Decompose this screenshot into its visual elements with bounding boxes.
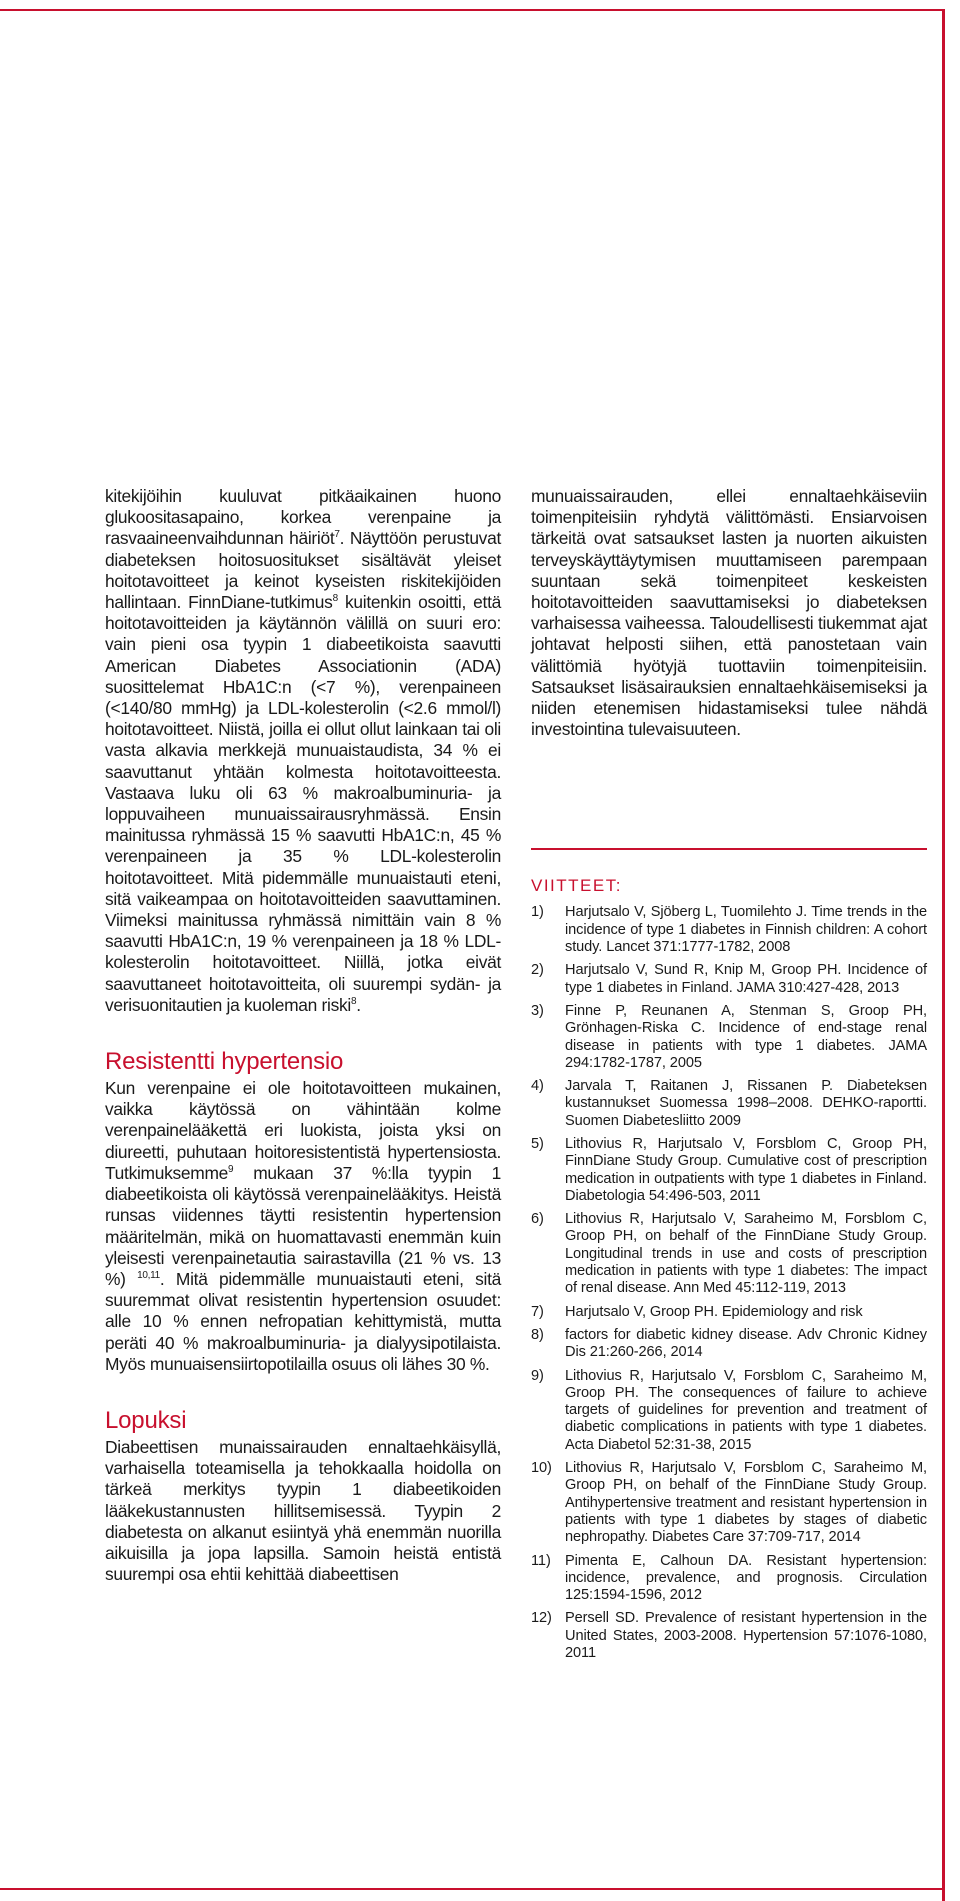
- reference-number: 5): [531, 1136, 544, 1152]
- reference-item: [531, 1553, 927, 1605]
- hypertension-paragraph: Kun verenpaine ei ole hoitotavoitteen mukainen, vaikka käytössä on vähintään kolme verenpainelääkettä eri luokista, joista yksi on diureetti, puhutaan hoitoresistentistä hypertensiosta. Tutkimuksemme$^9$ mukaan 37 %:lla tyypin 1 diabeetikoista oli käytössä verenpainelääkitys. Heistä runsas viidennes täytti resistentin hypertension määritelmän, mikä on huomattavasti enemmän kuin yleisesti verenpainetautia sairastavilla (21 % vs. 13 %) $^{10,11}$. Mitä pidemmälle munuaistauti eteni, sitä suuremmat olivat resistentin hypertension osuudet: alle 10 % ennen nefropatian kehittymistä, mutta peräti 40 % makroalbuminuria- ja dialyysipotilaista. Myös munuaisensiirtopotilailla osuus oli lähes 30 %.: [105, 1078, 501, 1374]
- references-divider: [531, 848, 927, 850]
- references-list: [531, 904, 927, 1662]
- reference-number: 3): [531, 1002, 544, 1019]
- reference-text: Harjutsalo V, Sund R, Knip M, Groop PH. Incidence of type 1 diabetes in Finland. JAMA 310:427-428, 2013: [565, 962, 927, 996]
- reference-text: Lithovius R, Harjutsalo V, Forsblom C, Saraheimo M, Groop PH. The consequences of failure to achieve targets of guidelines for prevention and treatment of diabetic complications in patients with type 1 diabetes. Acta Diabetol 52:31-38, 2015: [565, 1367, 927, 1453]
- left-column: [105, 486, 501, 1585]
- reference-number: 8): [531, 1326, 544, 1343]
- reference-item: [531, 904, 927, 956]
- reference-item: [531, 962, 927, 997]
- conclusion-continued-paragraph: munuaissairauden, ellei ennaltaehkäiseviin toimenpiteisiin ryhdytä välittömästi. Ensiarvoisen tärkeitä ovat satsaukset lasten ja nuorten aikuisten terveyskäyttäytymisen muuttamiseen parempaan suuntaan sekä toimenpiteet keskeisten hoitotavoitteiden saavuttamiseksi jo diabeteksen varhaisessa vaiheessa. Taloudellisesti tiukemmat ajat johtavat helposti siihen, että panostetaan vain välittömiä hyötyjä tuottaviin toimenpiteisiin. Satsaukset lisäsairauksien ennaltaehkäisemiseksi ja niiden etenemisen hidastamiseksi tulee nähdä investointina tulevaisuuteen.: [531, 486, 927, 740]
- reference-item: [531, 1610, 927, 1662]
- reference-text: Pimenta E, Calhoun DA. Resistant hypertension: incidence, prevalence, and prognosis. Circulation 125:1594-1596, 2012: [565, 1552, 927, 1604]
- reference-item: [531, 1327, 927, 1362]
- reference-text: Harjutsalo V, Groop PH. Epidemiology and risk: [565, 1303, 863, 1320]
- reference-number: 9): [531, 1367, 544, 1384]
- reference-number: 7): [531, 1303, 544, 1320]
- heading-lopuksi: Lopuksi: [105, 1406, 187, 1434]
- intro-paragraph: kitekijöihin kuuluvat pitkäaikainen huono glukoositasapaino, korkea verenpaine ja rasvaaineenvaihdunnan häiriöt$^7$. Näyttöön perustuvat diabeteksen hoitosuositukset sisältävät yleiset hoitotavoitteet ja keinot kyseisten riskitekijöiden hallintaan. FinnDiane-tutkimus$^8$ kuitenkin osoitti, että hoitotavoitteiden ja käytännön välillä on suuri ero: vain pieni osa tyypin 1 diabeetikoista saavutti American Diabetes Associationin (ADA) suosittelemat HbA1C:n (<7 %), verenpaineen (<140/80 mmHg) ja LDL-kolesterolin (<2.6 mmol/l) hoitotavoitteet. Niistä, joilla ei ollut ollut lainkaan tai oli vasta alkavia merkkejä munuaistaudista, 34 % ei saavuttanut yhtään kolmesta hoitotavoitteesta. Vastaava luku oli 63 % makroalbuminuria- ja loppuvaiheen munuaissairausryhmässä. Ensin mainitussa ryhmässä 15 % saavutti HbA1C:n, 45 % verenpaineen ja 35 % LDL-kolesterolin hoitotavoitteet. Mitä pidemmälle munuaistauti eteni, sitä vaikeampaa on hoitotavoitteiden saavuttaminen. Viimeksi mainitussa ryhmässä nimittäin vain 8 % saavutti HbA1C:n, 19 % verenpaineen ja 18 % LDL-kolesterolin hoitotavoitteet. Niillä, jotka eivät saavuttaneet hoitotavoitteita, oli suurempi sydän- ja verisuonitautien ja kuoleman riski$^8$.: [105, 486, 501, 1015]
- bottom-rule: [0, 1888, 945, 1890]
- reference-text: Jarvala T, Raitanen J, Rissanen P. Diabeteksen kustannukset Suomessa 1998–2008. DEHKO-raportti. Suomen Diabetesliitto 2009: [565, 1078, 927, 1129]
- reference-item: [531, 1078, 927, 1130]
- reference-text: Lithovius R, Harjutsalo V, Forsblom C, Groop PH, FinnDiane Study Group. Cumulative cost of prescription medication in outpatients with type 1 diabetes in Finland. Diabetologia 54:496-503, 2011: [565, 1136, 927, 1204]
- heading-resistentti-hypertensio: Resistentti hypertensio: [105, 1048, 344, 1076]
- citation-8: 8: [332, 593, 338, 605]
- reference-number: 2): [531, 962, 544, 979]
- reference-item: [531, 1460, 927, 1546]
- reference-number: 1): [531, 904, 544, 921]
- reference-text: Lithovius R, Harjutsalo V, Saraheimo M, Forsblom C, Groop PH, on behalf of the FinnDiane Study Group. Longitudinal trends in use and costs of prescription medication in patients with type 1 diabetes: The impact of renal disease. Ann Med 45:112-119, 2013: [565, 1211, 927, 1297]
- reference-item: [531, 1304, 927, 1321]
- reference-text: Harjutsalo V, Sjöberg L, Tuomilehto J. Time trends in the incidence of type 1 diabetes in Finnish children: A cohort study. Lancet 371:1777-1782, 2008: [565, 904, 927, 956]
- reference-item: [531, 1211, 927, 1297]
- reference-item: [531, 1368, 927, 1454]
- reference-number: 11): [531, 1552, 551, 1569]
- citation-7: 7: [334, 529, 340, 541]
- citation-9: 9: [228, 1164, 234, 1176]
- reference-number: 12): [531, 1610, 552, 1627]
- references-title: VIITTEET:: [531, 876, 622, 896]
- right-column: [531, 486, 927, 1668]
- reference-item: [531, 1136, 927, 1205]
- citation-10-11: 10,11: [137, 1270, 160, 1282]
- citation-8b: 8: [350, 996, 357, 1008]
- reference-text: Lithovius R, Harjutsalo V, Forsblom C, Saraheimo M, Groop PH, on behalf of the FinnDiane Study Group. Antihypertensive treatment and resistant hypertension in patients with type 1 diabetes by stages of diabetic nephropathy. Diabetes Care 37:709-717, 2014: [565, 1460, 927, 1546]
- reference-text: Finne P, Reunanen A, Stenman S, Groop PH, Grönhagen-Riska C. Incidence of end-stage renal disease in patients with type 1 diabetes. JAMA 294:1782-1787, 2005: [565, 1002, 927, 1071]
- top-rule: [0, 9, 945, 11]
- conclusion-paragraph: Diabeettisen munaissairauden ennaltaehkäisyllä, varhaisella toteamisella ja tehokkaalla hoidolla on tärkeä merkitys tyypin 1 diabeetikoiden lääkekustannusten hillitsemisessä. Tyypin 2 diabetesta on alkanut esiintyä yhä enemmän nuorilla aikuisilla ja jopa lapsilla. Samoin heistä entistä suurempi osa ehtii kehittää diabeettisen: [105, 1436, 501, 1585]
- reference-number: 4): [531, 1078, 544, 1095]
- reference-number: 10): [531, 1460, 552, 1477]
- reference-number: 6): [531, 1211, 544, 1228]
- reference-text: Persell SD. Prevalence of resistant hypertension in the United States, 2003-2008. Hypertension 57:1076-1080, 2011: [565, 1610, 927, 1662]
- reference-item: [531, 1003, 927, 1072]
- right-rule: [942, 9, 945, 1901]
- reference-text: factors for diabetic kidney disease. Adv Chronic Kidney Dis 21:260-266, 2014: [565, 1326, 927, 1361]
